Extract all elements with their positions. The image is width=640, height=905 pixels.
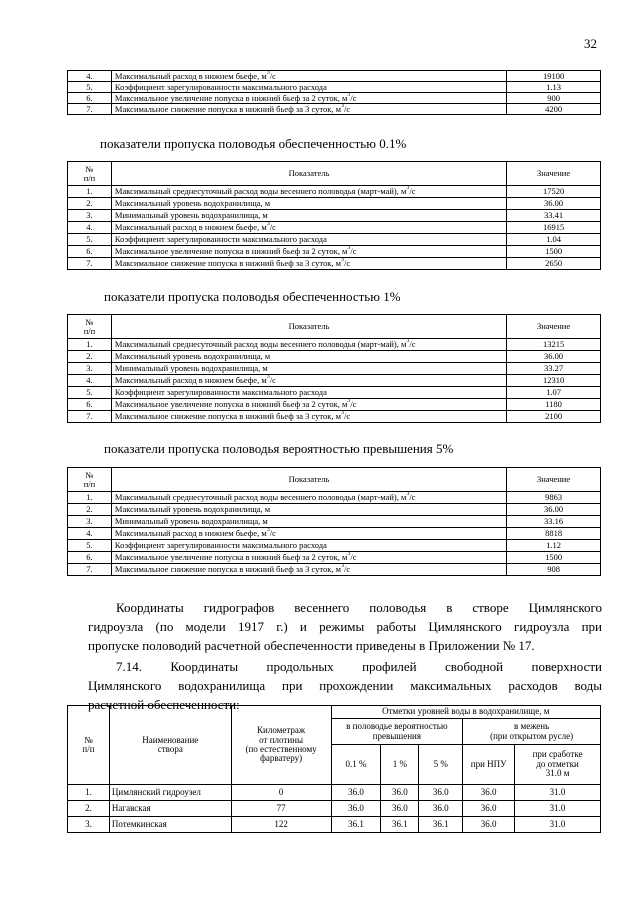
row-number: 1. [68,492,112,504]
row-value: 33.16 [507,516,601,528]
row-value: 2100 [507,411,601,423]
row-number: 2. [68,504,112,516]
header-value: Значение [507,468,601,492]
row-p1: 36.1 [381,817,419,833]
row-indicator: Максимальный расход в нижнем бьефе, $м^3/с$ [111,222,506,234]
row-number: 2. [68,801,110,817]
row-value: 33.41 [507,210,601,222]
row-number: 6. [68,246,112,258]
row-indicator: Максимальное снижение попуска в нижний бьеф за 3 суток, $м^3/с$ [111,411,506,423]
row-number: 6. [68,93,112,104]
table-row [68,785,601,801]
row-number: 1. [68,339,112,351]
row-number: 6. [68,399,112,411]
row-value: 8818 [507,528,601,540]
table-row [68,210,601,222]
row-indicator: Максимальный расход в нижнем бьефе, $м^3/с$ [111,375,506,387]
table-row [68,222,601,234]
row-site-name: Цимлянский гидроузел [109,785,231,801]
table-row [68,104,601,115]
row-indicator: Минимальный уровень водохранилища, м [111,210,506,222]
row-km: 122 [231,817,331,833]
table-row [68,516,601,528]
table-row [68,504,601,516]
table-row [68,564,601,576]
row-number: 5. [68,540,112,552]
table-row [68,246,601,258]
table-row [68,363,601,375]
row-indicator: Максимальный расход в нижнем бьефе, $м^3/с$ [111,71,506,82]
row-value: 1.04 [507,234,601,246]
header-number: № п/п [68,315,112,339]
header-value: Значение [507,162,601,186]
row-p1: 36.0 [381,801,419,817]
row-number: 3. [68,363,112,375]
row-value: 17520 [507,186,601,198]
row-site-name: Потемкинская [109,817,231,833]
row-value: 19100 [507,71,601,82]
table-row [68,198,601,210]
table-row [68,411,601,423]
row-number: 4. [68,375,112,387]
row-indicator: Максимальное увеличение попуска в нижний бьеф за 2 суток, $м^3/с$ [111,93,506,104]
header-indicator: Показатель [111,315,506,339]
row-indicator: Максимальное снижение попуска в нижний бьеф за 3 суток, $м^3/с$ [111,104,506,115]
row-indicator: Максимальное увеличение попуска в нижний бьеф за 2 суток, $м^3/с$ [111,552,506,564]
row-value: 1180 [507,399,601,411]
row-indicator: Максимальное увеличение попуска в нижний бьеф за 2 суток, $м^3/с$ [111,246,506,258]
table-row [68,186,601,198]
row-number: 2. [68,351,112,363]
table-row [68,540,601,552]
header-km: Километраж от плотины (по естественному фарватеру) [231,706,331,785]
row-drawdown: 31.0 [515,801,601,817]
row-indicator: Максимальный уровень водохранилища, м [111,351,506,363]
row-number: 7. [68,411,112,423]
row-number: 3. [68,210,112,222]
row-indicator: Максимальное увеличение попуска в нижний бьеф за 2 суток, $м^3/с$ [111,399,506,411]
row-indicator: Максимальный уровень водохранилища, м [111,504,506,516]
row-number: 1. [68,186,112,198]
table-row [68,93,601,104]
row-value: 900 [507,93,601,104]
row-number: 6. [68,552,112,564]
table-1-percent [67,314,601,423]
table-row [68,528,601,540]
table-row [68,71,601,82]
row-indicator: Максимальный среднесуточный расход воды весеннего половодья (март-май), $м^3/с$ [111,339,506,351]
table-water-levels [67,705,601,833]
row-value: 1500 [507,552,601,564]
row-indicator: Максимальный среднесуточный расход воды весеннего половодья (март-май), $м^3/с$ [111,492,506,504]
paragraph-profiles: 7.14. Координаты продольных профилей свободной поверхности Цимлянского водохранилища при прохождении максимальных расходов воды расчетной обеспеченности: [88,659,602,712]
row-site-name: Нагавская [109,801,231,817]
row-value: 1.12 [507,540,601,552]
page-number: 32 [584,36,597,51]
table-row [68,351,601,363]
heading-5-percent: показатели пропуска половодья вероятностью превышения 5% [104,441,454,456]
row-number: 7. [68,564,112,576]
header-number: № п/п [68,468,112,492]
header-number: № п/п [68,706,110,785]
paragraph-hydrographs: Координаты гидрографов весеннего половодья в створе Цимлянского гидроузла (по модели 1917 г.) и режимы работы Цимлянского гидроузла при пропуске половодий расчетной обеспеченности приведены в Приложении № 17. [88,600,602,653]
row-number: 4. [68,222,112,234]
row-drawdown: 31.0 [515,817,601,833]
row-number: 1. [68,785,110,801]
row-indicator: Коэффициент зарегулированности максимального расхода [111,82,506,93]
row-value: 4200 [507,104,601,115]
row-indicator: Коэффициент зарегулированности максимального расхода [111,387,506,399]
row-value: 908 [507,564,601,576]
row-km: 0 [231,785,331,801]
row-p01: 36.1 [331,817,381,833]
table-row [68,801,601,817]
row-indicator: Минимальный уровень водохранилища, м [111,516,506,528]
header-indicator: Показатель [111,468,506,492]
row-number: 7. [68,104,112,115]
row-km: 77 [231,801,331,817]
row-value: 33.27 [507,363,601,375]
row-p5: 36.1 [419,817,463,833]
row-number: 3. [68,817,110,833]
row-value: 16915 [507,222,601,234]
table-row [68,258,601,270]
row-number: 5. [68,234,112,246]
table-row [68,817,601,833]
row-npu: 36.0 [463,817,515,833]
header-indicator: Показатель [111,162,506,186]
row-indicator: Максимальный расход в нижнем бьефе, $м^3/с$ [111,528,506,540]
row-value: 1.13 [507,82,601,93]
header-drawdown: при сработке до отметки 31.0 м [515,745,601,785]
row-npu: 36.0 [463,785,515,801]
header-p5: 5 % [419,745,463,785]
row-indicator: Максимальное снижение попуска в нижний бьеф за 3 суток, $м^3/с$ [111,258,506,270]
table-row [68,82,601,93]
row-p01: 36.0 [331,801,381,817]
table-row [68,234,601,246]
header-p1: 1 % [381,745,419,785]
row-number: 3. [68,516,112,528]
header-npu: при НПУ [463,745,515,785]
header-site-name: Наименование створa [109,706,231,785]
row-value: 1.07 [507,387,601,399]
row-value: 12310 [507,375,601,387]
table-5-percent [67,467,601,576]
row-number: 2. [68,198,112,210]
header-number: № п/п [68,162,112,186]
row-number: 5. [68,82,112,93]
row-value: 36.00 [507,351,601,363]
table-row [68,339,601,351]
header-low-water: в межень (при открытом русле) [463,719,601,745]
header-flood: в половодье вероятностью превышения [331,719,463,745]
header-value: Значение [507,315,601,339]
heading-0-1-percent: показатели пропуска половодья обеспеченностью 0.1% [100,136,407,151]
table-row [68,492,601,504]
row-indicator: Максимальное снижение попуска в нижний бьеф за 3 суток, $м^3/с$ [111,564,506,576]
table-row [68,399,601,411]
table-row [68,552,601,564]
row-value: 36.00 [507,504,601,516]
row-number: 4. [68,528,112,540]
row-drawdown: 31.0 [515,785,601,801]
row-value: 2650 [507,258,601,270]
row-number: 7. [68,258,112,270]
row-indicator: Коэффициент зарегулированности максимального расхода [111,234,506,246]
row-p1: 36.0 [381,785,419,801]
row-indicator: Коэффициент зарегулированности максимального расхода [111,540,506,552]
heading-1-percent: показатели пропуска половодья обеспеченностью 1% [104,289,401,304]
table-0-1-percent [67,161,601,270]
row-value: 1500 [507,246,601,258]
table-row [68,387,601,399]
header-p01: 0.1 % [331,745,381,785]
row-value: 13215 [507,339,601,351]
row-value: 9863 [507,492,601,504]
row-indicator: Максимальный уровень водохранилища, м [111,198,506,210]
table-row [68,375,601,387]
row-npu: 36.0 [463,801,515,817]
row-value: 36.00 [507,198,601,210]
row-indicator: Минимальный уровень водохранилища, м [111,363,506,375]
header-levels-group: Отметки уровней воды в водохранилище, м [331,706,600,719]
table-continuation [67,70,601,115]
row-p5: 36.0 [419,785,463,801]
row-indicator: Максимальный среднесуточный расход воды весеннего половодья (март-май), $м^3/с$ [111,186,506,198]
row-number: 4. [68,71,112,82]
row-number: 5. [68,387,112,399]
row-p01: 36.0 [331,785,381,801]
row-p5: 36.0 [419,801,463,817]
